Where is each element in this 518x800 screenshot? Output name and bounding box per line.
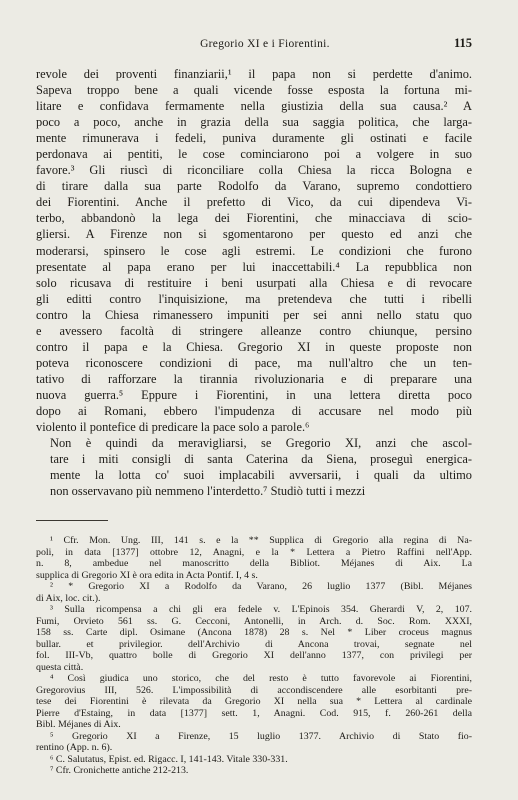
text-line: terbo, abbandonò la lega dei Fiorentini, che minacciava di scio- — [36, 211, 472, 226]
text-line: Non è quindi da meravigliarsi, se Gregorio XI, anzi che ascol- — [50, 436, 472, 451]
text-line: Sapeva troppo bene a quali vicende fosse esposta la fortuna mi- — [36, 83, 472, 98]
footnote — [36, 731, 472, 754]
footnotes — [36, 535, 472, 777]
text-line: contro la Chiesa rimanessero impuniti per sei anni nello statu quo — [36, 307, 472, 322]
text-line: contro il papa e la Chiesa. Gregorio XI in queste proposte non — [36, 339, 472, 354]
text-line: gliersi. A Firenze non si sgomentarono per questo ed anzi che — [36, 227, 472, 242]
text-line: non osservavano più nemmeno l'interdetto.⁷ Studiò tutti i mezzi — [50, 484, 366, 499]
footnote-line: Gregorovius III, 526. L'impossibilità di accondiscendere alle esorbitanti pre- — [36, 684, 472, 696]
text-line: poteva riconoscere condizioni di pace, ma null'altro che un ten- — [36, 355, 472, 370]
text-line: revole dei proventi finanziarii,¹ il papa non si perdette d'animo. — [36, 67, 472, 81]
body-text — [36, 66, 472, 499]
page-number: 115 — [453, 36, 472, 50]
footnote-line: Fumi, Orvieto 561 ss. G. Cecconi, Antonelli, in Arch. d. Soc. Rom. XXXI, — [36, 615, 472, 627]
text-line: gli editti contro l'inquisizione, ma pretendeva che tutti i ribelli — [36, 291, 472, 306]
footnote — [36, 673, 472, 731]
paragraph-1 — [36, 66, 472, 435]
footnote — [36, 604, 472, 673]
footnote-line: ² * Gregorio XI a Rodolfo da Varano, 26 luglio 1377 (Bibl. Méjanes — [50, 581, 472, 593]
footnote — [36, 765, 472, 777]
footnote-line: ³ Sulla ricompensa a chi gli era fedele v. L'Epinois 354. Gherardi V, 2, 107. — [50, 604, 472, 616]
text-line: poco a poco, anche in grazia della sua saggia politica, che larga- — [36, 115, 472, 130]
footnote-line: bullar. et privilegior. dell'Archivio di Ancona trovai, segnate nel — [36, 638, 472, 650]
footnote-line: ⁷ Cfr. Cronichette antiche 212-213. — [50, 765, 189, 777]
footnote-line: 158 ss. Carte dipl. Osimane (Ancona 1878) 28 s. Nel * Liber croceus magnus — [36, 627, 472, 639]
footnote-line: rentino (App. n. 6). — [36, 742, 113, 754]
footnote-line: ¹ Cfr. Mon. Ung. III, 141 s. e la ** Supplica di Gregorio alla regina di Na- — [50, 535, 472, 547]
footnote — [36, 535, 472, 581]
text-line: tare i miti consigli di santa Caterina da Siena, proseguì energica- — [50, 452, 472, 467]
running-head — [36, 36, 472, 56]
text-line: solo ricusava di restituire i beni usurpati alla Chiesa e di revocare — [36, 275, 472, 290]
footnote-line: supplica di Gregorio XI è ora edita in Acta Pontif. I, 4 s. — [36, 569, 258, 581]
footnote-line: poli, in data [1377] ottobre 12, Anagni, e la * Lettera a Pietro Raffini nell'App. — [36, 546, 472, 558]
text-line: dei Fiorentini. Anche il prefetto di Vico, da cui dipendeva Vi- — [36, 195, 472, 210]
footnote-line: di Aix, loc. cit.). — [36, 592, 101, 604]
footnote — [36, 581, 472, 604]
text-line: perdonava ai pentiti, le cose cominciarono poi a volgere in suo — [36, 147, 472, 162]
text-line: litare e confidava fermamente nella giustizia della sua causa.² A — [36, 99, 472, 114]
footnote-line: Pierre d'Estaing, in data [1377] sett. 1, Anagni. Cod. 915, f. 260-261 della — [36, 707, 472, 719]
text-line: mente rimunerava i fedeli, puniva duramente gli ostinati e facile — [36, 131, 472, 146]
footnote-line: ⁶ C. Salutatus, Epist. ed. Rigacc. I, 141-143. Vitale 330-331. — [50, 753, 288, 765]
footnote — [36, 754, 472, 766]
running-title: Gregorio XI e i Fiorentini. — [200, 38, 330, 50]
footnote-line: ⁵ Gregorio XI a Firenze, 15 luglio 1377. Archivio di Stato fio- — [50, 730, 472, 742]
text-line: moderarsi, spinsero le cose agli estremi. Le condizioni che furono — [36, 243, 472, 258]
footnote-line: fol. III-Vb, quattro bolle di Gregorio XI dell'anno 1377, con privilegi per — [36, 650, 472, 662]
footnote-line: tese dei Fiorentini è rilevata da Gregorio XI nella sua * Lettera al cardinale — [36, 696, 472, 708]
text-line: e avessero facoltà di stringere alleanze contro chiunque, persino — [36, 323, 472, 338]
text-line: favore.³ Gli riuscì di riconciliare colla Chiesa la ricca Bologna e — [36, 163, 472, 178]
text-line: presentate al papa erano per lui inaccettabili.⁴ La repubblica non — [36, 259, 472, 274]
footnote-line: Bibl. Méjanes di Aix. — [36, 719, 121, 731]
text-line: dopo ai Romani, ebbero l'impudenza di accusare nel modo più — [36, 403, 472, 418]
text-line: violento il pontefice di predicare la pace solo a parole.⁶ — [36, 420, 310, 435]
text-line: tativo di rafforzare la tirannia rivoluzionaria e di preparare una — [36, 371, 472, 386]
footnote-line: n. 8, ambedue nel manoscritto della Bibliot. Méjanes di Aix. La — [36, 558, 472, 570]
footnote-line: ⁴ Così giudica uno storico, che del resto è tutto favorevole ai Fiorentini, — [50, 673, 472, 685]
paragraph-2 — [36, 435, 472, 499]
footnote-line: questa città. — [36, 661, 84, 673]
text-line: di tirare dalla sua parte Rodolfo da Varano, supremo condottiero — [36, 179, 472, 194]
footnote-rule — [36, 520, 108, 521]
text-line: nuova guerra.⁵ Eppure i Fiorentini, in una lettera diretta poco — [36, 387, 472, 402]
text-line: mente la lotta co' suoi implacabili avversarii, i quali da ultimo — [50, 468, 472, 483]
